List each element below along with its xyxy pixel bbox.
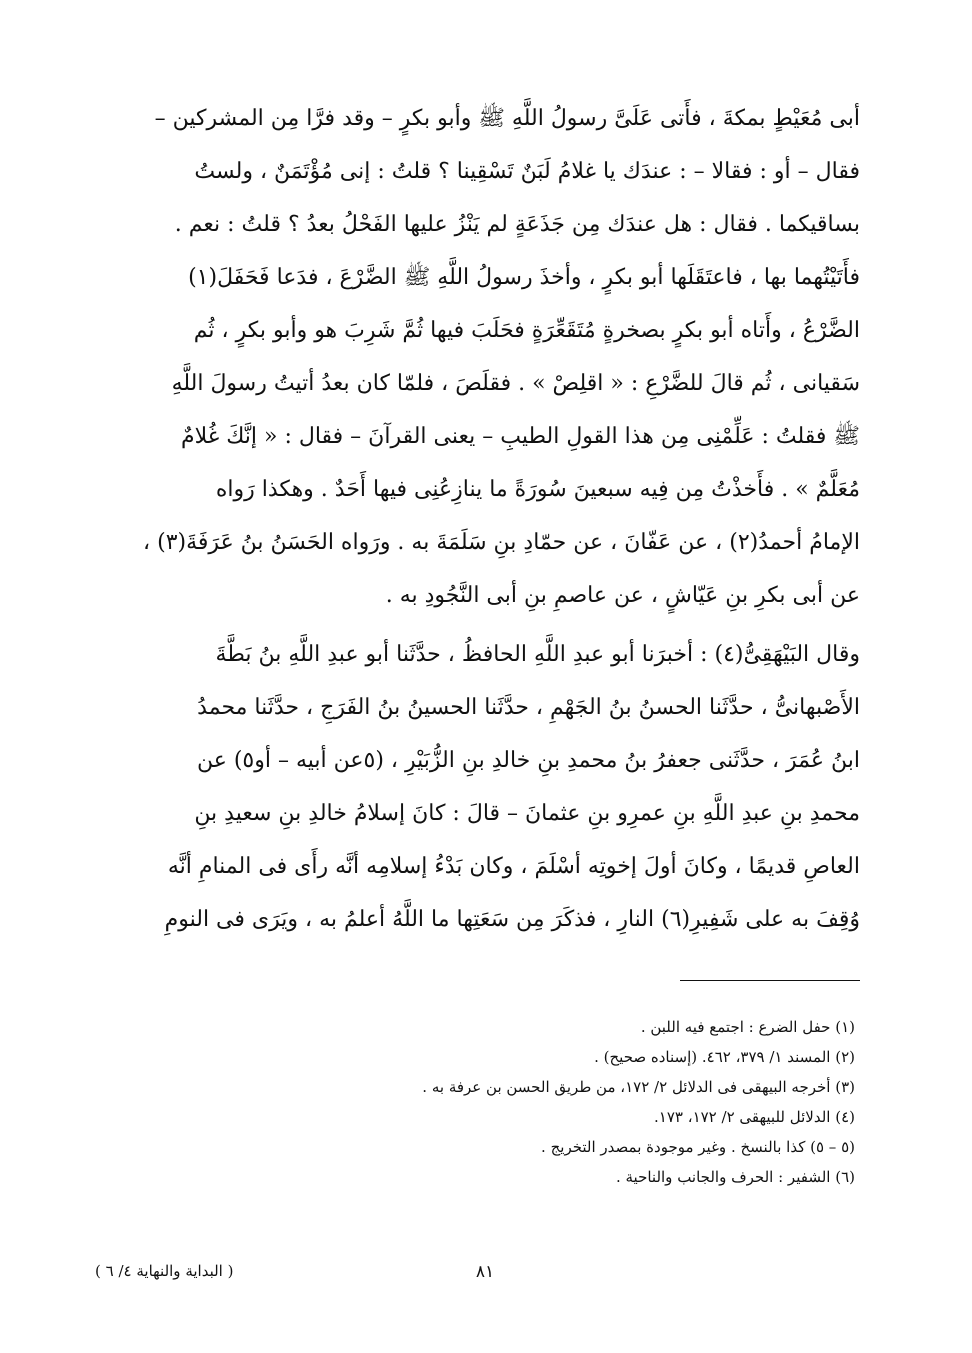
running-title: ( البداية والنهاية ٤/ ٦ ) [95, 1262, 234, 1280]
footnote: (٦) الشفير : الحرف والجانب والناحية . [615, 1168, 855, 1186]
text-line: الأَصْبهانىُّ ، حدَّثَنا الحسنُ بنُ الجَهْمِ ، حدَّثَنا الحسينُ بنُ الفَرَجِ ، حدَّثَنا محمدُ [197, 695, 860, 720]
footnotes [300, 1012, 855, 1192]
text-line: ﷺ فقلتُ : عَلِّمْنِى مِن هذا القولِ الطيبِ – يعنى القرآنَ – فقال : « إنَّكَ غُلامٌ [180, 424, 860, 449]
text-line: الإمامُ أحمدُ(٢) ، عن عَفّانَ ، عن حمّادِ بنِ سَلَمَةَ به . ورَواه الحَسَنُ بنُ عَرَفَةَ(٣) ، [143, 530, 860, 555]
text-line: عن أبى بكرِ بنِ عَيّاشٍ ، عن عاصمِ بنِ أبى النَّجُودِ به . [385, 583, 860, 608]
text-line: العاصِ قديمًا ، وكانَ أولَ إخوتِه أسْلَمَ ، وكان بَدْءُ إسلامِه أنَّه رأَى فى المنامِ أنَّه [167, 854, 860, 879]
footnote: (٥ – ٥) كذا بالنسخ . وغير موجودة بمصدر التخريج . [541, 1138, 855, 1156]
text-line: الضَّرْعُ ، وأَتاه أبو بكرٍ بصخرةٍ مُتَقَعِّرَةٍ فحَلَبَ فيها ثُمَّ شَرِبَ هو وأبو بكرٍ ، ثُم [193, 318, 860, 343]
footnote: (١) حفل الضرع : اجتمع فيه اللبن . [640, 1018, 855, 1036]
text-line: فأَتَيْتُهما بها ، فاعتَقَلَها أبو بكرٍ ، وأخذَ رسولُ اللَّهِ ﷺ الضَّرْعَ ، فدَعا فَحَفَلَ(١) [188, 265, 860, 290]
text-line: سَقيانى ، ثُم قالَ للضَّرْعِ : « اقلِصْ » . فقلَصَ ، فلمّا كان بعدُ أتيتُ رسولَ اللَّهِ [171, 371, 860, 396]
text-line: وقال البَيْهَقِىُّ(٤) : أخبرَنا أبو عبدِ اللَّهِ الحافظُ ، حدَّثَنا أبو عبدِ اللَّهِ بنُ بَطَّةَ [215, 642, 860, 667]
main-text [143, 92, 860, 946]
footnote: (٢) المسند ١/ ٣٧٩، ٤٦٢. (إسناده صحيح) . [594, 1048, 855, 1066]
text-line: محمدِ بنِ عبدِ اللَّهِ بنِ عمرِو بنِ عثمانَ – قالَ : كانَ إسلامُ خالدِ بنِ سعيدِ بنِ [194, 801, 860, 826]
footnote-separator [680, 980, 860, 981]
text-line: فقال – أو : فقالا – : عندَك يا غلامُ لَبَنٌ تَسْقِينا ؟ قلتُ : إنى مُؤْتَمَنٌ ، ولستُ [194, 159, 860, 184]
page-number: ٨١ [475, 1262, 495, 1282]
text-line: وُقِفَ به على شَفِيرِ(٦) النارِ ، فذكَرَ مِن سَعَتِها ما اللَّهُ أعلمُ به ، ويَرَى فى النومِ [164, 907, 860, 932]
footnote: (٤) الدلائل للبيهقى ٢/ ١٧٢، ١٧٣. [654, 1108, 855, 1126]
text-line: مُعَلَّمٌ » . فأَخذْتُ مِن فِيه سبعينَ سُورَةً ما ينازِعُنِى فيها أَحَدٌ . وهكذا رَواه [215, 477, 860, 502]
text-line: بساقيكما . فقال : هل عندَك مِن جَذَعَةٍ لم يَنْزُ عليها الفَحْلُ بعدُ ؟ قلتُ : نعم . [174, 212, 860, 237]
text-line: ابنُ عُمَرَ ، حدَّثَنى جعفرُ بنُ محمدِ بنِ خالدِ بنِ الزُّبَيْرِ ، (٥عن أبيه – أو٥) عن [196, 748, 860, 773]
footnote: (٣) أخرجه البيهقى فى الدلائل ٢/ ١٧٢، من طريق الحسن بن عرفة به . [422, 1078, 855, 1096]
text-line: أبى مُعَيْطٍ بمكةَ ، فأَتى عَلَىَّ رسولُ اللَّهِ ﷺ وأبو بكرٍ – وقد فرَّا مِن المشركين – [154, 106, 860, 131]
